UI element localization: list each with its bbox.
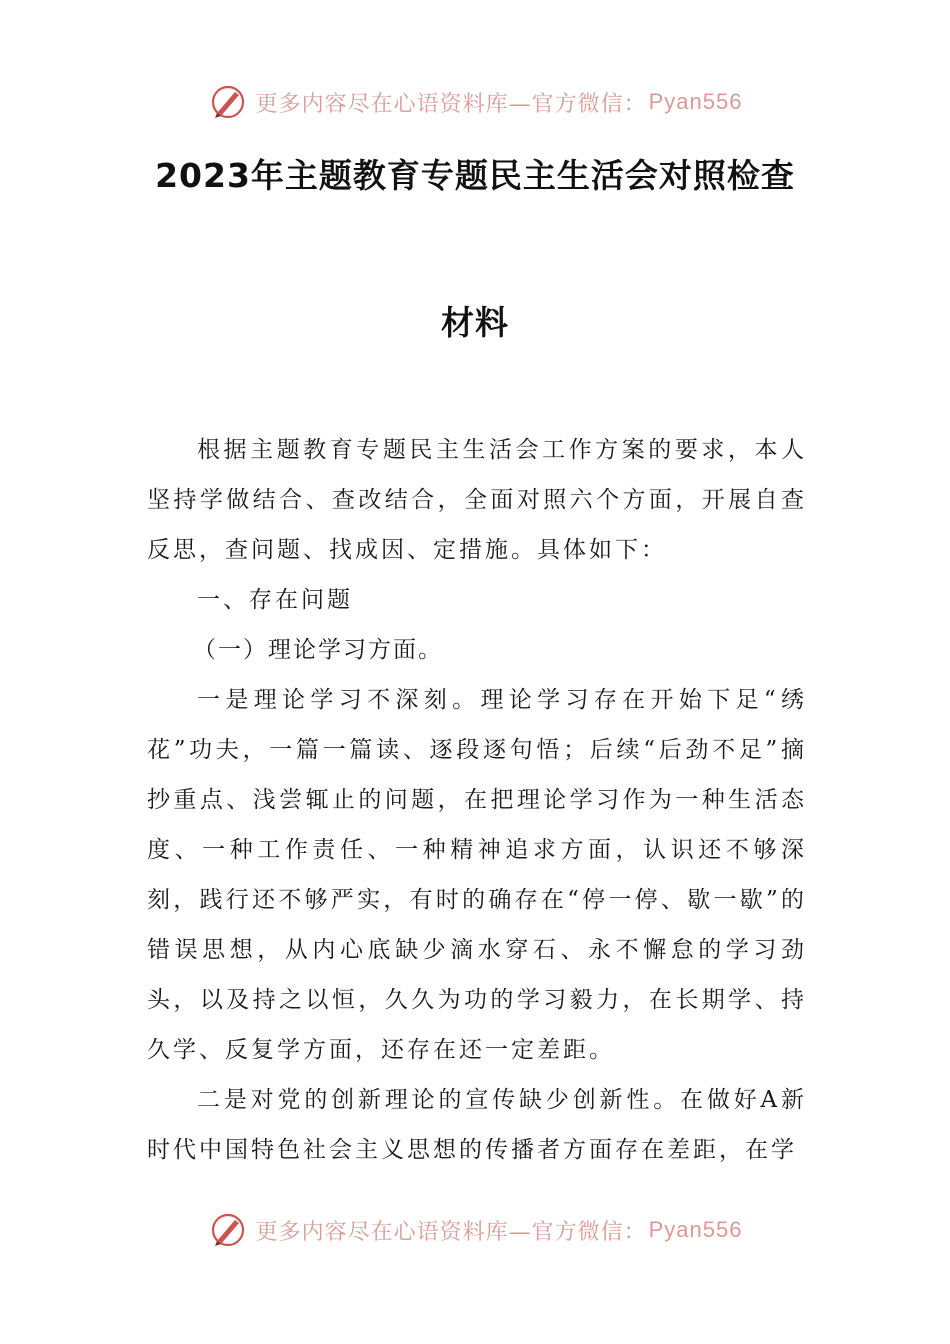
watermark-text: 更多内容尽在心语资料库—官方微信： (255, 91, 647, 117)
paragraph-point-1: 一是理论学习不深刻。理论学习存在开始下足“绣花”功夫，一篇一篇读、逐段逐句悟；后续“后劲不足”摘抄重点、浅尝辄止的问题，在把理论学习作为一种生活态度、一种工作责任、一种精神追求方面，认识还不够深刻，践行还不够严实，有时的确存在“停一停、歇一歇”的错误思想，从内心底缺少滴水穿石、永不懈怠的学习劲头，以及持之以恒，久久为功的学习毅力，在长期学、持久学、反复学方面，还存在还一定差距。 (147, 687, 807, 1063)
document-body (147, 425, 807, 1175)
section-heading: 一、存在问题 (197, 587, 353, 613)
pen-circle-logo-icon (208, 1210, 248, 1250)
document-title-line-1: 2023年主题教育专题民主生活会对照检查 (155, 156, 795, 195)
wechat-id: Pyan556 (648, 1217, 743, 1242)
paragraph-intro: 根据主题教育专题民主生活会工作方案的要求，本人坚持学做结合、查改结合，全面对照六个方面，开展自查反思，查问题、找成因、定措施。具体如下： (147, 437, 807, 563)
subsection-heading: （一）理论学习方面。 (193, 637, 443, 663)
watermark-banner-top (0, 80, 950, 124)
watermark-text: 更多内容尽在心语资料库—官方微信： (255, 1219, 647, 1245)
document-title-line-2: 材料 (441, 303, 509, 342)
wechat-id: Pyan556 (648, 89, 743, 114)
watermark-banner-bottom (0, 1208, 950, 1252)
paragraph-point-2: 二是对党的创新理论的宣传缺少创新性。在做好A新时代中国特色社会主义思想的传播者方面存在差距，在学 (147, 1087, 807, 1163)
pen-circle-logo-icon (208, 82, 248, 122)
